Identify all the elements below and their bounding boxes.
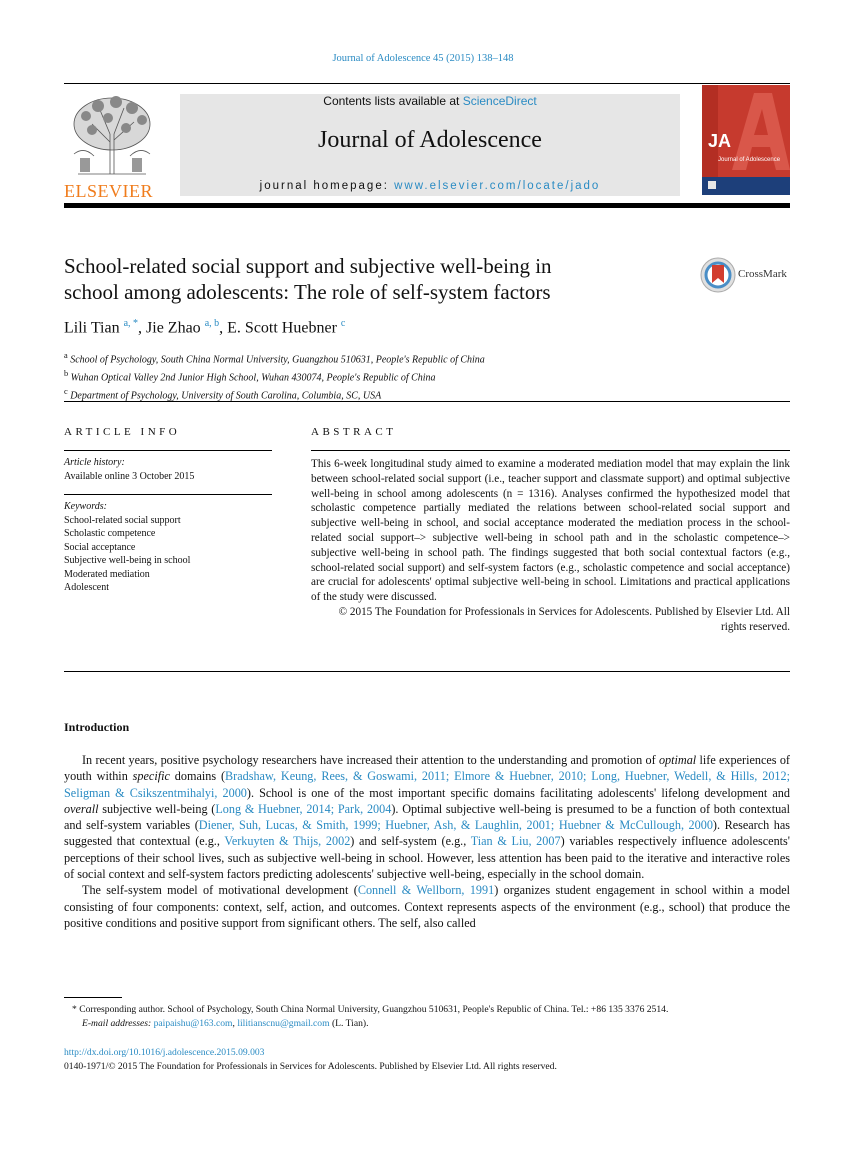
citation-link[interactable]: Connell & Wellborn, 1991 (357, 883, 495, 898)
emphasis-text: specific (132, 769, 170, 784)
article-info-rule (64, 450, 272, 451)
title-block-rule (64, 401, 790, 402)
journal-title: Journal of Adolescence (318, 127, 542, 153)
body-text-run: ) variables respectively influence adolescents' perceptions of their school lives, such as subjective well-being in school. However, less attention has been paid to the iterative and interactive roles of social context and self-system factors predicting adolescents' subjective well-being, especially in the school domain. (64, 834, 790, 882)
keyword-item: School-related social support (64, 514, 181, 526)
cover-title: Journal of Adolescence (718, 157, 781, 163)
affiliation-item (64, 385, 485, 403)
introduction-body (64, 752, 790, 931)
author-affiliation-mark[interactable]: c (340, 318, 346, 329)
author-affiliation-mark[interactable]: a, b (204, 318, 220, 329)
tree-icon (64, 94, 160, 178)
abstract-copyright: © 2015 The Foundation for Professionals in Services for Adolescents. Published by Elsevier Ltd. All rights reserved. (338, 605, 790, 633)
svg-text:JA: JA (708, 131, 732, 151)
email-label: E-mail addresses: (82, 1017, 152, 1029)
affiliation-text: School of Psychology, South China Normal University, Guangzhou 510631, People's Republic of China (70, 354, 485, 366)
keyword-item: Subjective well-being in school (64, 555, 191, 566)
footnote-corresponding: Corresponding author. School of Psychology, South China Normal University, Guangzhou 510631, People's Republic of China. Tel.: +86 135 3376 2514. (79, 1004, 669, 1015)
body-text-run: In recent years, positive psychology researchers have increased their attention to the understanding and promotion of (82, 753, 659, 767)
header-bottom-rule (64, 203, 790, 208)
crossmark-label: CrossMark (738, 268, 787, 280)
contents-line (180, 94, 680, 108)
affiliation-mark: c (64, 386, 68, 396)
citation-link[interactable]: Bradshaw, Keung, Rees, & Goswami, 2011; Elmore & Huebner, 2010; Long, Huebner, Wedell, & Hills, 2012; Seligman & Csikszentmihalyi, 2000 (64, 769, 790, 800)
history-label: Article history: (64, 457, 125, 468)
affiliation-item (64, 367, 485, 385)
affiliation-list (64, 349, 485, 402)
author-name[interactable]: Jie Zhao (146, 319, 201, 337)
sciencedirect-link[interactable]: ScienceDirect (462, 94, 537, 108)
citation-link[interactable]: Verkuyten & Thijs, 2002 (224, 834, 351, 849)
body-text-run: ). School is one of the most important specific domains facilitating adolescents' lifelong development and (246, 785, 790, 800)
email-link[interactable]: lilitianscnu@gmail.com (237, 1017, 330, 1029)
body-text-run: ). Optimal subjective well-being is presumed to be a function of both contextual and self-system variables ( (64, 801, 790, 833)
footnote-line-2: E-mail addresses: paipaishu@163.com, lilitianscnu@gmail.com (L. Tian). (82, 1017, 369, 1029)
homepage-label: journal homepage: (259, 180, 395, 192)
doi-link[interactable]: http://dx.doi.org/10.1016/j.adolescence.2015.09.003 (64, 1047, 265, 1058)
author-affiliation-mark[interactable]: a, * (123, 318, 139, 329)
title-line-2: school among adolescents: The role of self-system factors (64, 280, 551, 304)
keyword-item: Adolescent (64, 582, 109, 593)
body-text-run: ). Research has suggested that contextual (e.g., (64, 818, 791, 849)
keywords-block (64, 500, 272, 595)
emphasis-text: overall (64, 801, 99, 816)
affiliation-mark: b (64, 368, 69, 378)
keyword-item: Scholastic competence (64, 528, 156, 539)
footnote-line-1 (64, 1003, 790, 1017)
author-list: Lili Tian $^{a, *}$, Jie Zhao $^{a, b}$, E. Scott Huebner $^c$ (64, 318, 346, 337)
keywords-label: Keywords: (64, 501, 107, 512)
footnote-marker: * (72, 1004, 77, 1015)
abstract-body (311, 457, 790, 635)
abstract-paragraph: This 6-week longitudinal study aimed to examine a moderated mediation model that may explain the link between school-related social support (i.e., teacher support and classmate support) and optimal subjective well-being in school among adolescents (n = 1316). Analyses confirmed the hypothesized model that scholastic competence partially mediated the relations between school-related social support and subjective well-being in school, and social acceptance moderated the mediation process in the school-related social support–> subjective well-being in school path and in the scholastic competence–> subjective well-being in school path. The findings suggested that both social contextual factors (e.g., school-related social support) and self-system factors (e.g., scholastic competence and social acceptance) are crucial for adolescents' optimal subjective well-being in school. Limitations and practical applications of the study were discussed. (311, 458, 790, 604)
emphasis-text: optimal (658, 753, 697, 767)
email-link[interactable]: paipaishu@163.com (153, 1017, 233, 1029)
citation-link[interactable]: Tian & Liu, 2007 (470, 834, 561, 849)
body-text-run: ) organizes student engagement in school within a model consisting of four components: context, self, action, and outcomes. Context represents aspects of the environment (e.g., school) that produce the positive conditions and positive support from significant others. The self, also called (64, 883, 790, 930)
abstract-bottom-rule (64, 671, 790, 672)
elsevier-logo (64, 94, 160, 201)
body-text-run: life experiences of youth within (64, 753, 790, 784)
elsevier-wordmark: ELSEVIER (64, 181, 153, 201)
article-info-heading: ARTICLE INFO (64, 426, 181, 438)
author-name[interactable]: E. Scott Huebner (227, 319, 337, 337)
abstract-heading: ABSTRACT (311, 426, 397, 438)
homepage-line (180, 180, 680, 192)
keyword-item: Moderated mediation (64, 568, 150, 580)
citation-link[interactable]: Diener, Suh, Lucas, & Smith, 1999; Huebner, Ash, & Laughlin, 2001; Huebner & McCullough, 2000 (198, 818, 713, 833)
body-text-run: subjective well-being ( (98, 801, 216, 816)
email-suffix: (L. Tian). (329, 1017, 369, 1029)
crossmark-button[interactable] (700, 257, 800, 293)
introduction-heading: Introduction (64, 720, 130, 734)
introduction-paragraph-2 (64, 882, 790, 931)
author-name[interactable]: Lili Tian (64, 319, 120, 337)
doi-block (64, 1046, 790, 1073)
body-text-run: ) and self-system (e.g., (350, 834, 471, 849)
affiliation-text: Wuhan Optical Valley 2nd Junior High School, Wuhan 430074, People's Republic of China (70, 372, 436, 384)
crossmark-icon (700, 257, 736, 293)
affiliation-mark: a (64, 351, 68, 360)
abstract-rule (311, 450, 790, 451)
footnote-rule (64, 997, 122, 998)
journal-cover-image (702, 85, 790, 195)
affiliation-item (64, 349, 485, 367)
journal-citation[interactable]: Journal of Adolescence 45 (2015) 138–148 (332, 53, 514, 64)
article-history (64, 456, 272, 483)
cover-letter-graphic (702, 85, 790, 195)
body-text-run: domains ( (169, 769, 226, 784)
contents-prefix: Contents lists available at (323, 94, 463, 108)
affiliation-text: Department of Psychology, University of South Carolina, Columbia, SC, USA (70, 389, 382, 401)
header-top-rule (64, 83, 790, 84)
issn-line: 0140-1971/© 2015 The Foundation for Professionals in Services for Adolescents. Published by Elsevier Ltd. All rights reserved. (64, 1060, 557, 1072)
homepage-link[interactable]: www.elsevier.com/locate/jado (394, 180, 601, 192)
keywords-rule (64, 494, 272, 495)
paper-title (64, 253, 684, 305)
body-text-run: The self-system model of motivational development ( (82, 883, 358, 898)
citation-link[interactable]: Long & Huebner, 2014; Park, 2004 (215, 801, 392, 816)
introduction-paragraph-1 (64, 752, 790, 882)
keyword-item: Social acceptance (64, 541, 136, 553)
history-value: Available online 3 October 2015 (64, 470, 195, 482)
title-line-1: School-related social support and subjective well-being in (64, 254, 552, 278)
corresponding-author-footnote (64, 1003, 790, 1030)
